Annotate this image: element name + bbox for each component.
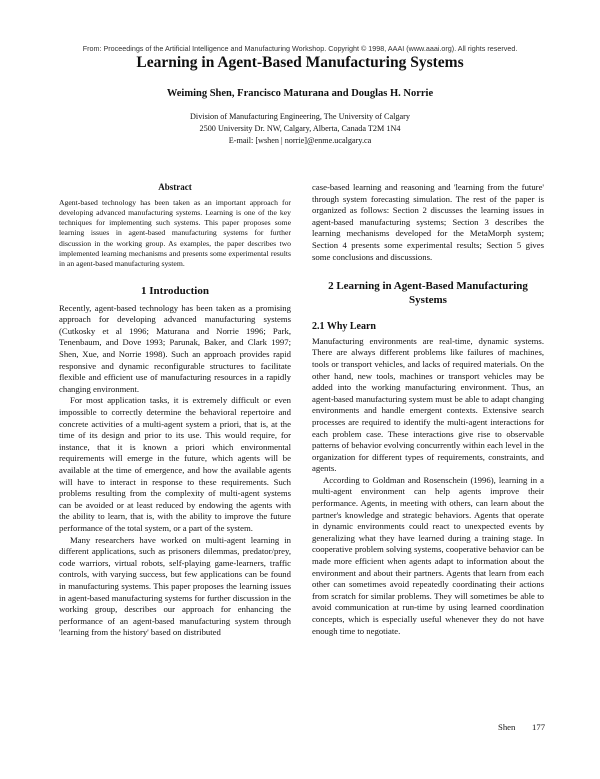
affiliation-line: 2500 University Dr. NW, Calgary, Alberta, Canada T2M 1N4 bbox=[199, 124, 401, 133]
abstract-heading: Abstract bbox=[158, 182, 192, 192]
body-paragraph: Recently, agent-based technology has been taken as a promising approach for developing advanced manufacturing systems (Cutkosky et al 1996; Maturana and Norrie 1996; Park, Tenenbaum, and Dove 1993; Parunak, Baker, and Clark 1997; Shen, Xue, and Norrie 1998). Such an approach provides rapid responsive and dynamic reconfigurable structures to facilitate flexible and efficient use of manufacturing resources in a rapidly changing environment. bbox=[59, 302, 291, 394]
author-list: Weiming Shen, Francisco Maturana and Douglas H. Norrie bbox=[166, 88, 434, 99]
affiliation-block bbox=[0, 111, 600, 147]
subsection-heading-why-learn: 2.1 Why Learn bbox=[312, 321, 376, 333]
section-heading-introduction: 1 Introduction bbox=[141, 284, 209, 297]
paper-title: Learning in Agent-Based Manufacturing Systems bbox=[136, 54, 464, 71]
body-paragraph: Many researchers have worked on multi-agent learning in different applications, such as prisoners dilemmas, predator/prey, code warriors, virtual robots, self-playing game-learners, traffic controls, with varying success, but few applications can be found in manufacturing systems. This paper proposes the learning issues in agent-based manufacturing systems for further discussion in the working group, describes our approach for enhancing the performance of an agent-based manufacturing system through 'learning from the history' based on distributed bbox=[59, 534, 291, 638]
body-paragraph: For most application tasks, it is extremely difficult or even impossible to correctly determine the behavioral repertoire and concrete activities of a multi-agent system a priori, that is, at the time of its design and prior to its use. This would require, for instance, that it is known a priori which environmental requirements will emerge in the future, which agents will be available at the time of emergence, and how the available agents will have to interact in response to these requirements. Such problems resulting from the complexity of multi-agent systems can be avoided or at least reduced by endowing the agents with the ability to learn, that is, with the ability to improve the future performance of the total system, or a part of the system. bbox=[59, 395, 291, 533]
email-line: E-mail: [wshen | norrie]@enme.ucalgary.ca bbox=[228, 136, 372, 145]
left-column bbox=[59, 182, 291, 639]
copyright-line: From: Proceedings of the Artificial Intelligence and Manufacturing Workshop. Copyright © 1998, AAAI (www.aaai.org). All rights reserved. bbox=[82, 44, 518, 53]
abstract-text: Agent-based technology has been taken as an important approach for developing advanced manufacturing systems. Learning is one of the key techniques for implementing such systems. This paper proposes some learning issues in agent-based manufacturing systems for further discussion in the working group. As examples, the paper describes two implemented learning mechanisms and presents some experimental results in an agent-based manufacturing system. bbox=[59, 197, 291, 269]
affiliation-line: Division of Manufacturing Engineering, The University of Calgary bbox=[190, 112, 410, 121]
section-heading-learning: 2 Learning in Agent-Based Manufacturing Systems bbox=[328, 280, 528, 307]
right-column bbox=[312, 182, 544, 637]
footer-author: Shen bbox=[498, 722, 516, 732]
page-number: 177 bbox=[532, 722, 546, 732]
body-paragraph: Manufacturing environments are real-time, dynamic systems. There are always different problems like failures of machines, tools or transport vehicles, and lacks of required materials. On the other hand, new tools, machines or transport vehicles may be added into the working manufacturing environment. Thus, an agent-based manufacturing system must be able to adapt changing environments and handle emergent contexts. Extensive search processes are required to identify the multi-agent interactions for each problem case. These interactions give rise to observable patterns of behavior evolving concurrently within each level in the organization for different types of requirements, constraints, and agents. bbox=[312, 335, 544, 474]
body-paragraph: According to Goldman and Rosenschein (1996), learning in a multi-agent environment can help agents improve their performance. Agents, in meeting with others, can learn about the partner's knowledge and strategic behaviors. Agents that operate in dynamic environments could react to unexpected events by generalizing what they have learned during a training stage. In cooperative problem solving systems, cooperative behavior can be made more efficient when agents adapt to information about the environment and about their partners. Agents that learn from each other can sometimes avoid repeatedly coordinating their actions from scratch for similar problems. They will sometimes be able to avoid communication at run-time by using learned coordination concepts, which is especially useful whenever they do not have enough time to negotiate. bbox=[312, 474, 544, 636]
body-paragraph: case-based learning and reasoning and 'learning from the future' through system forecasting simulation. The rest of the paper is organized as follows: Section 2 discusses the learning issues in agent-based manufacturing systems; Section 3 describes the learning mechanisms developed for the MetaMorph system; Section 4 presents some experimental results; Section 5 gives some conclusions and discussions. bbox=[312, 182, 544, 262]
